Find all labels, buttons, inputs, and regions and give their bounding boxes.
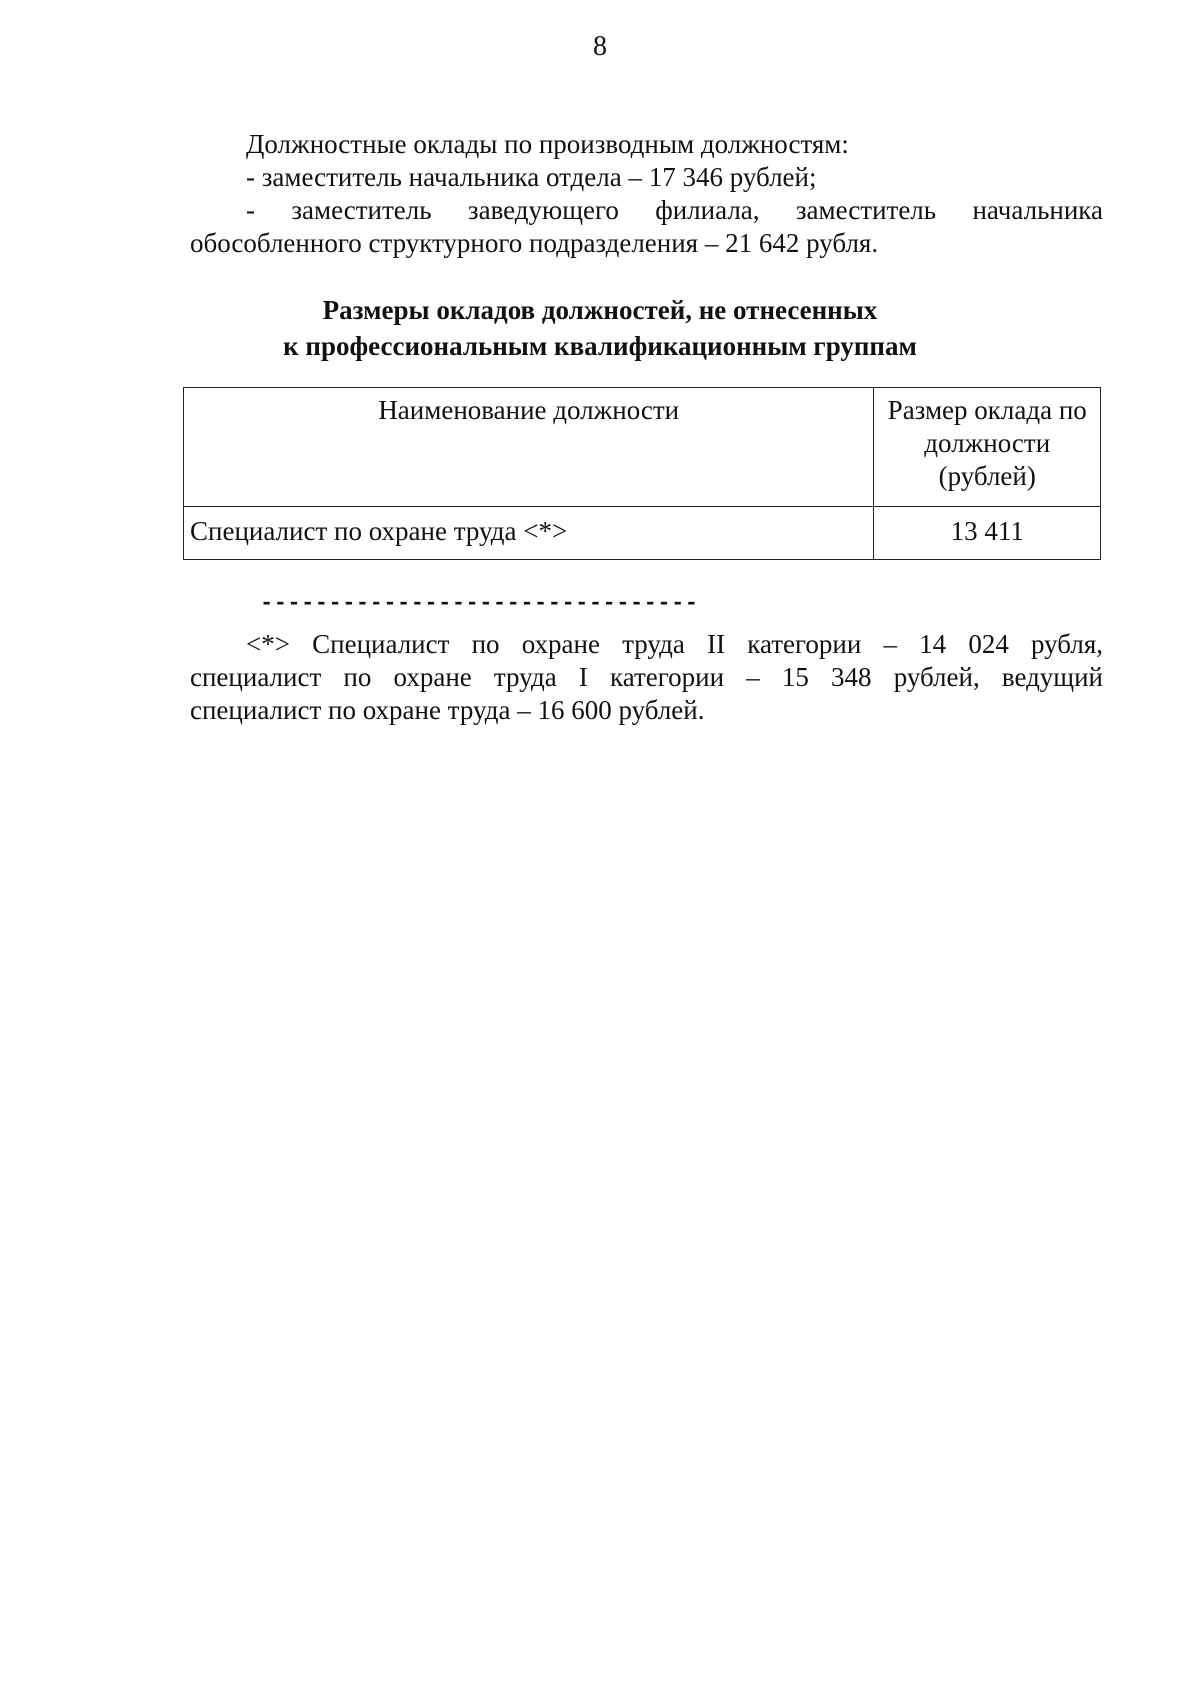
footnote-line: специалист по охране труда I категории – 15 348 рублей, ведущий <box>190 662 1103 692</box>
section-heading-line: Размеры окладов должностей, не отнесенных <box>322 295 878 325</box>
column-header-line: Размер оклада по <box>887 395 1087 425</box>
table-row <box>184 507 1101 560</box>
salary-table <box>183 387 1101 560</box>
table-header-row <box>184 388 1101 507</box>
section-heading-line: к профессиональным квалификационным группам <box>283 331 917 361</box>
section-heading <box>0 292 1200 364</box>
footnote <box>190 628 1103 727</box>
column-header-position-name: Наименование должности <box>184 388 874 507</box>
derived-positions-paragraph <box>190 128 1103 260</box>
footnote-line: <*> Специалист по охране труда II категории – 14 024 рубля, <box>246 629 1103 659</box>
footnote-separator: -------------------------------- <box>260 591 699 616</box>
derived-position-item-continuation: обособленного структурного подразделения – 21 642 рубля. <box>190 228 879 258</box>
column-header-salary-size <box>874 388 1101 507</box>
cell-salary-size: 13 411 <box>874 507 1101 560</box>
footnote-line: специалист по охране труда – 16 600 рублей. <box>190 695 705 725</box>
derived-positions-intro: Должностные оклады по производным должностям: <box>246 129 849 159</box>
derived-position-item: - заместитель начальника отдела – 17 346 рублей; <box>246 162 817 192</box>
cell-position-name: Специалист по охране труда <*> <box>184 507 874 560</box>
column-header-line: должности <box>924 428 1051 458</box>
derived-position-item: - заместитель заведующего филиала, заместитель начальника <box>246 195 1103 225</box>
column-header-line: (рублей) <box>938 461 1036 491</box>
page-number: 8 <box>593 31 607 62</box>
